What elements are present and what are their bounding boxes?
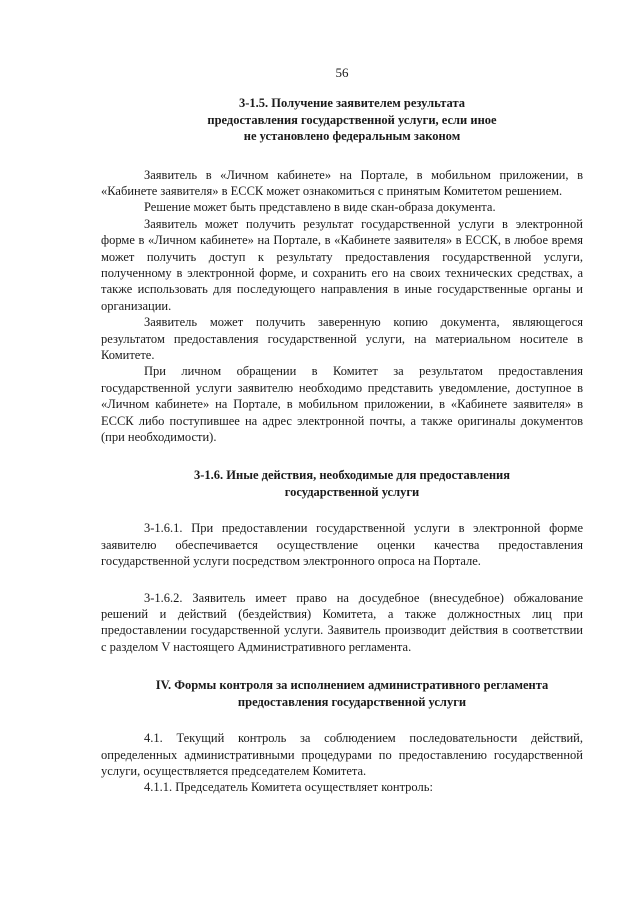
heading-line: IV. Формы контроля за исполнением административного регламента [155,678,549,693]
paragraph: Заявитель может получить заверенную копию документа, являющегося результатом предоставления государственной услуги, на материальном носителе в Комитете. [101,315,583,362]
paragraph: 3-1.6.1. При предоставлении государственной услуги в электронной форме заявителю обеспечивается осуществление оценки качества предоставления государственной услуги посредством электронного опроса на Портале. [101,521,583,569]
paragraph: 4.1. Текущий контроль за соблюдением последовательности действий, определенных административными процедурами по предоставлению государственной услуги, осуществляется председателем Комитета. [101,731,583,779]
paragraph: 3-1.6.2. Заявитель имеет право на досудебное (внесудебное) обжалование решений и действий (бездействия) Комитета, а также должностных лиц при предоставлении государственной услуги. Заявитель производит действия в соответствии с разделом V настоящего Административного регламента. [101,590,583,654]
paragraph: При личном обращении в Комитет за результатом предоставления государственной услуги заявителю необходимо представить уведомление, доступное в «Личном кабинете» на Портале, в мобильном приложении, в «Кабинете заявителя» в ЕССК либо поступившее на адрес электронной почты, а также оригиналы документов (при необходимости). [101,364,583,444]
heading-line: 3-1.5. Получение заявителем результата [238,96,466,110]
section-heading-3-1-5 [101,95,583,145]
heading-line: предоставления государственной услуги, если иное [207,112,497,127]
heading-line: предоставления государственной услуги [237,694,467,709]
section-heading-3-1-6 [101,467,583,500]
heading-line: не установлено федеральным законом [243,129,461,143]
section-heading-iv [101,677,583,710]
paragraph: Решение может быть представлено в виде скан-образа документа. [144,200,496,215]
paragraph: Заявитель может получить результат государственной услуги в электронной форме в «Личном кабинете» на Портале, в «Кабинете заявителя» в ЕССК, в любое время может получить доступ к результату предоставления государственной услуги, полученному в электронной форме, и сохранить его на своих технических средствах, а также использовать для последующего направления в иные государственные органы и организации. [101,216,583,313]
heading-line: 3-1.6. Иные действия, необходимые для предоставления [193,468,511,483]
page-number: 56 [335,65,349,80]
heading-line: государственной услуги [284,484,420,499]
paragraph: 4.1.1. Председатель Комитета осуществляет контроль: [144,780,433,795]
paragraph: Заявитель в «Личном кабинете» на Портале, в мобильном приложении, в «Кабинете заявителя» в ЕССК может ознакомиться с принятым Комитетом решением. [101,167,583,198]
